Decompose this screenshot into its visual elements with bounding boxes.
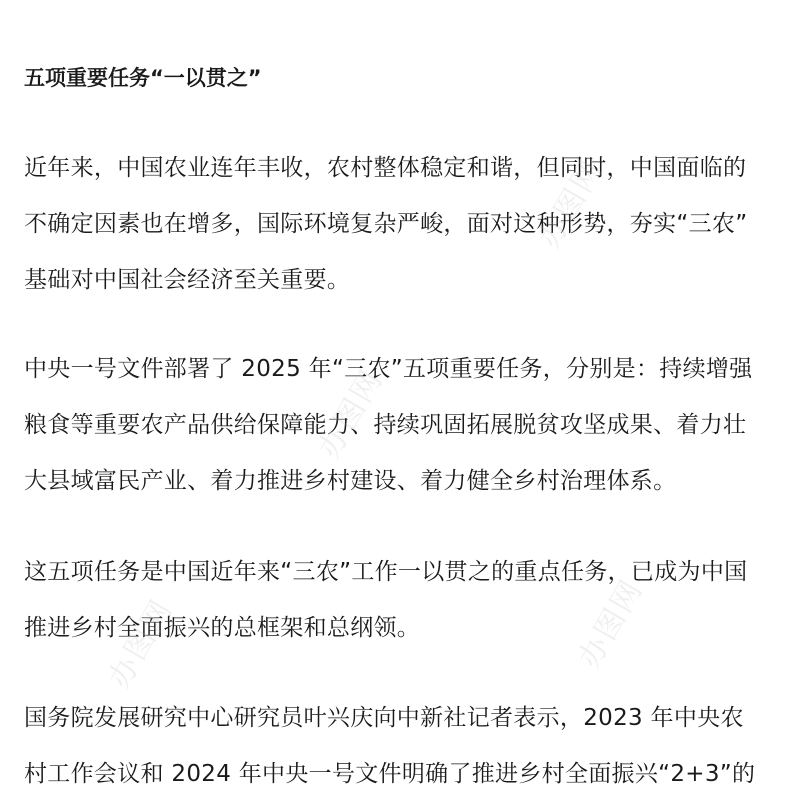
paragraph-line: 这五项任务是中国近年来“三农”工作一以贯之的重点任务，已成为中国 bbox=[24, 559, 748, 585]
paragraph-line: 粮食等重要农产品供给保障能力、持续巩固拓展脱贫攻坚成果、着力壮 bbox=[24, 412, 747, 438]
paragraph-line: 推进乡村全面振兴的总框架和总纲领。 bbox=[24, 615, 421, 641]
paragraph-line: 不确定因素也在增多，国际环境复杂严峻，面对这种形势，夯实“三农” bbox=[24, 211, 748, 237]
section-heading: 五项重要任务“一以贯之” bbox=[24, 66, 262, 90]
watermark: 办图网 bbox=[311, 363, 391, 465]
paragraph-line: 村工作会议和 2024 年中央一号文件明确了推进乡村全面振兴“2+3”的 bbox=[24, 761, 756, 787]
paragraph-line: 近年来，中国农业连年丰收，农村整体稳定和谐，但同时，中国面临的 bbox=[24, 155, 747, 181]
watermark: 办图网 bbox=[531, 153, 611, 255]
watermark: 办图网 bbox=[571, 573, 651, 675]
paragraph-line: 国务院发展研究中心研究员叶兴庆向中新社记者表示，2023 年中央农 bbox=[24, 705, 744, 731]
watermark: 办图网 bbox=[101, 593, 181, 695]
paragraph-line: 基础对中国社会经济至关重要。 bbox=[24, 267, 351, 293]
paragraph-line: 大县域富民产业、着力推进乡村建设、着力健全乡村治理体系。 bbox=[24, 468, 677, 494]
paragraph-line: 中央一号文件部署了 2025 年“三农”五项重要任务，分别是：持续增强 bbox=[24, 356, 753, 382]
